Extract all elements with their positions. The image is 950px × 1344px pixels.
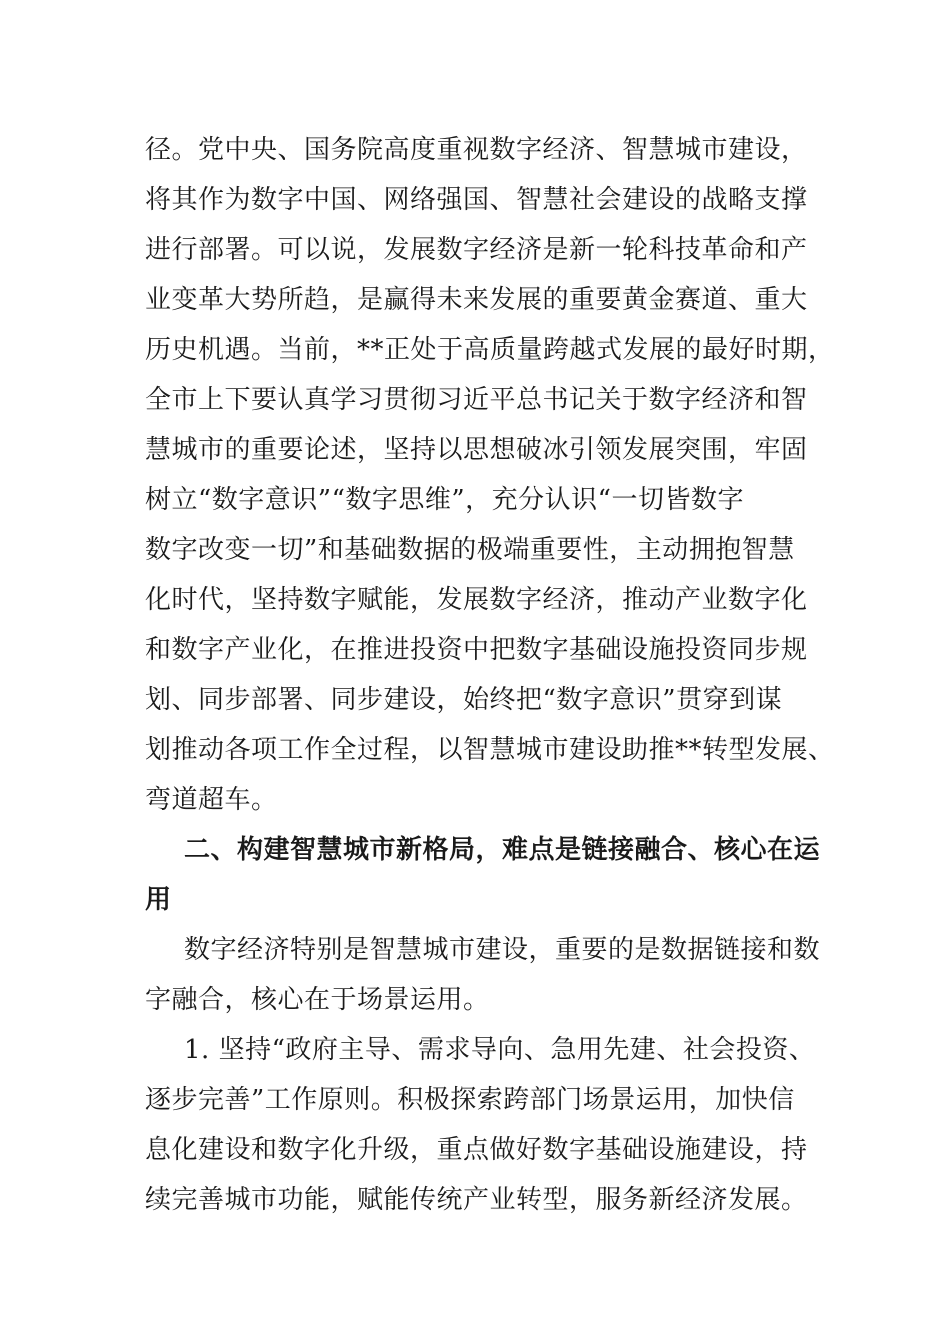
paragraph-line: 化时代，坚持数字赋能，发展数字经济，推动产业数字化 bbox=[145, 585, 808, 615]
paragraph-line: 历史机遇。当前，**正处于高质量跨越式发展的最好时期， bbox=[145, 335, 835, 365]
paragraph-line: 和数字产业化，在推进投资中把数字基础设施投资同步规 bbox=[145, 635, 808, 665]
paragraph-line: 数字经济特别是智慧城市建设，重要的是数据链接和数 bbox=[184, 935, 821, 965]
paragraph-line: 进行部署。可以说，发展数字经济是新一轮科技革命和产 bbox=[145, 235, 808, 265]
paragraph-line: 弯道超车。 bbox=[145, 785, 278, 815]
paragraph-line: 树立“数字意识”“数字思维”，充分认识“一切皆数字 bbox=[145, 485, 744, 515]
paragraph-line: 业变革大势所趋，是赢得未来发展的重要黄金赛道、重大 bbox=[145, 285, 808, 315]
paragraph-line: 全市上下要认真学习贯彻习近平总书记关于数字经济和智 bbox=[145, 385, 808, 415]
list-item-line: 1. 坚持“政府主导、需求导向、急用先建、社会投资、 bbox=[184, 1035, 816, 1065]
paragraph-line: 划推动各项工作全过程，以智慧城市建设助推**转型发展、 bbox=[145, 735, 835, 765]
section-heading-continuation: 用 bbox=[145, 885, 172, 915]
paragraph-line: 字融合，核心在于场景运用。 bbox=[145, 985, 490, 1015]
paragraph-line: 划、同步部署、同步建设，始终把“数字意识”贯穿到谋 bbox=[145, 685, 783, 715]
paragraph-line: 径。党中央、国务院高度重视数字经济、智慧城市建设， bbox=[145, 135, 808, 165]
paragraph-line: 慧城市的重要论述，坚持以思想破冰引领发展突围，牢固 bbox=[145, 435, 808, 465]
paragraph-line: 息化建设和数字化升级，重点做好数字基础设施建设，持 bbox=[145, 1135, 808, 1165]
paragraph-line: 逐步完善”工作原则。积极探索跨部门场景运用，加快信 bbox=[145, 1085, 795, 1115]
paragraph-line: 数字改变一切”和基础数据的极端重要性，主动拥抱智慧 bbox=[145, 535, 795, 565]
paragraph-line: 续完善城市功能，赋能传统产业转型，服务新经济发展。 bbox=[145, 1185, 808, 1215]
section-heading: 二、构建智慧城市新格局，难点是链接融合、核心在运 bbox=[184, 835, 821, 865]
paragraph-line: 将其作为数字中国、网络强国、智慧社会建设的战略支撑 bbox=[145, 185, 808, 215]
